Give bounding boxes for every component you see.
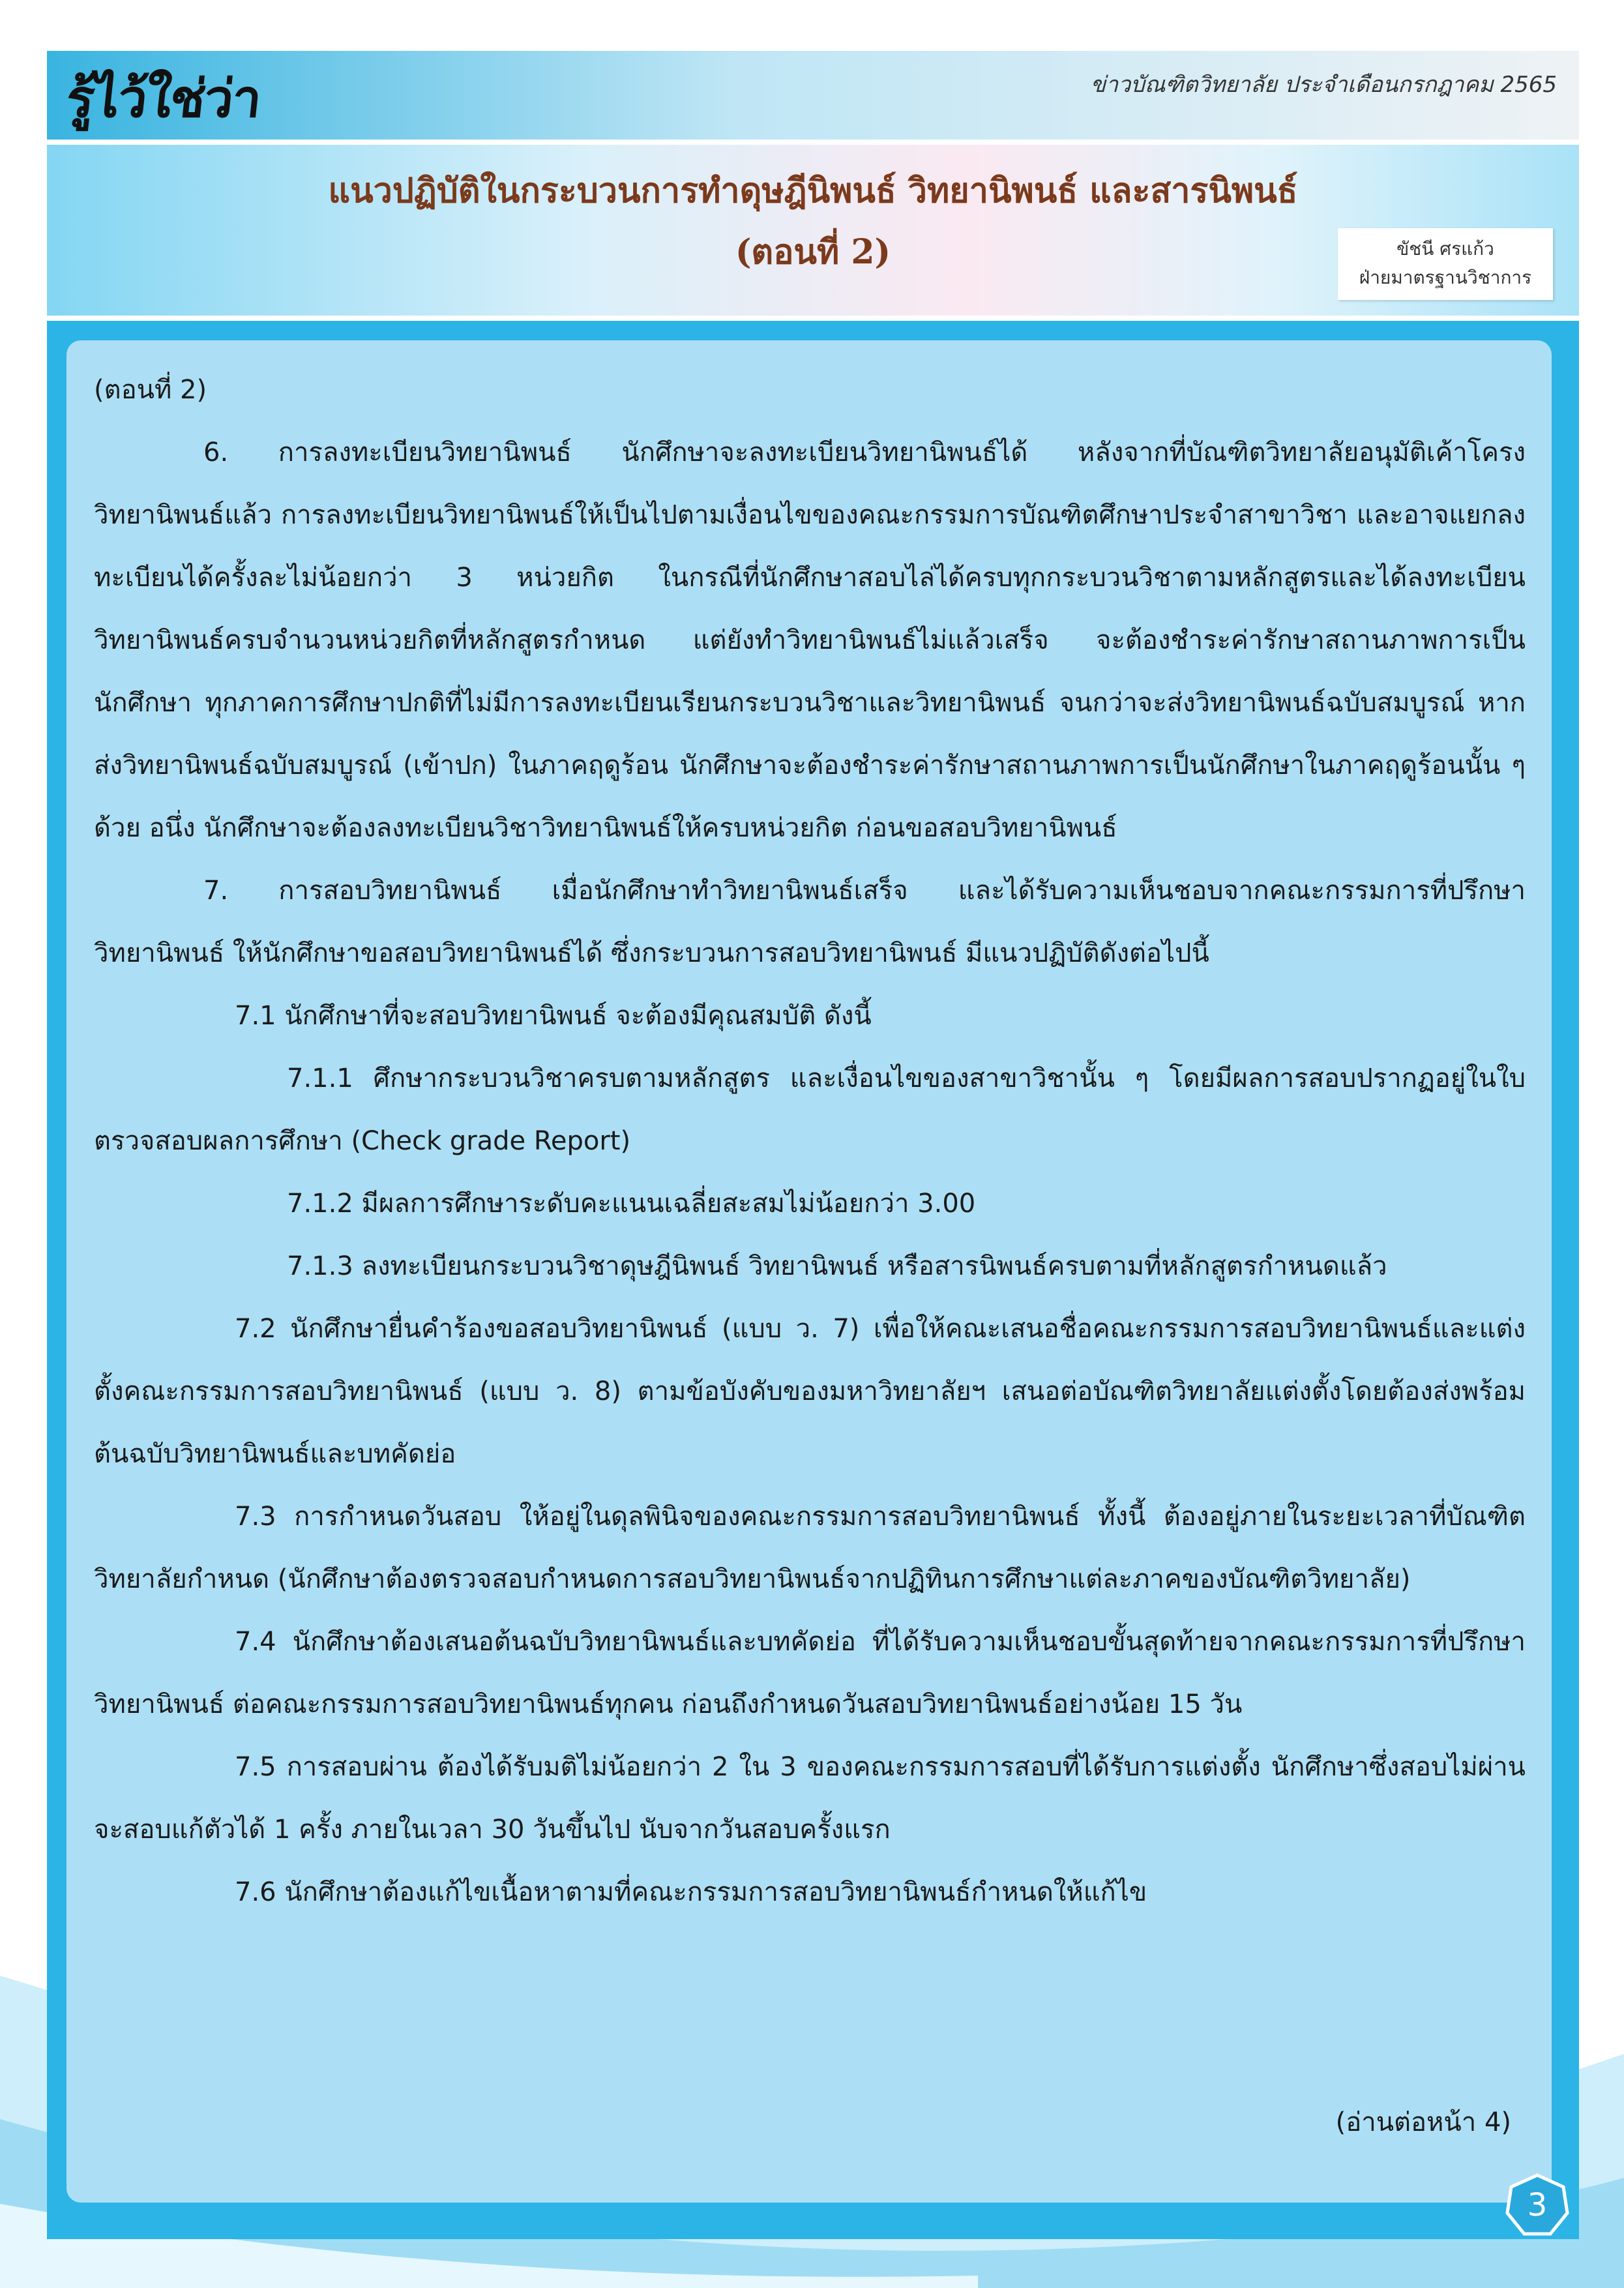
article-subtitle: (ตอนที่ 2) xyxy=(735,232,891,272)
author-department: ฝ่ายมาตรฐานวิชาการ xyxy=(1359,267,1532,288)
continue-note: (อ่านต่อหน้า 4) xyxy=(1335,2107,1511,2137)
part-label: (ตอนที่ 2) xyxy=(94,375,207,405)
page-number: 3 xyxy=(1527,2187,1548,2223)
newsletter-issue: ข่าวบัณฑิตวิทยาลัย ประจำเดือนกรกฎาคม 2565 xyxy=(1090,72,1557,98)
article-title: แนวปฏิบัติในกระบวนการทำดุษฎีนิพนธ์ วิทยานิพนธ์ และสารนิพนธ์ xyxy=(328,171,1298,211)
author-box xyxy=(1338,228,1553,300)
header-bar xyxy=(47,51,1579,140)
paragraph-7-1-1: 7.1.1 ศึกษากระบวนวิชาครบตามหลักสูตร และเงื่อนไขของสาขาวิชานั้น ๆ โดยมีผลการสอบปรากฏอยู่ในใบตรวจสอบผลการศึกษา (Check grade Report) xyxy=(94,1063,1526,1156)
content-frame xyxy=(47,321,1579,2239)
paragraph-7: 7. การสอบวิทยานิพนธ์ เมื่อนักศึกษาทำวิทยานิพนธ์เสร็จ และได้รับความเห็นชอบจากคณะกรรมการที่ปรึกษาวิทยานิพนธ์ ให้นักศึกษาขอสอบวิทยานิพนธ์ได้ ซึ่งกระบวนการสอบวิทยานิพนธ์ มีแนวปฏิบัติดังต่อไปนี้ xyxy=(94,876,1526,968)
article-body xyxy=(94,359,1526,1924)
paragraph-7-1: 7.1 นักศึกษาที่จะสอบวิทยานิพนธ์ จะต้องมีคุณสมบัติ ดังนี้ xyxy=(235,1001,872,1031)
paragraph-7-1-3: 7.1.3 ลงทะเบียนกระบวนวิชาดุษฎีนิพนธ์ วิทยานิพนธ์ หรือสารนิพนธ์ครบตามที่หลักสูตรกำหนดแล้ว xyxy=(287,1251,1387,1281)
paragraph-7-4: 7.4 นักศึกษาต้องเสนอต้นฉบับวิทยานิพนธ์และบทคัดย่อ ที่ได้รับความเห็นชอบขั้นสุดท้ายจากคณะกรรมการที่ปรึกษาวิทยานิพนธ์ ต่อคณะกรรมการสอบวิทยานิพนธ์ทุกคน ก่อนถึงกำหนดวันสอบวิทยานิพนธ์อย่างน้อย 15 วัน xyxy=(94,1627,1526,1719)
content-panel xyxy=(66,340,1552,2203)
paragraph-7-1-2: 7.1.2 มีผลการศึกษาระดับคะแนนเฉลี่ยสะสมไม่น้อยกว่า 3.00 xyxy=(287,1189,976,1219)
paragraph-7-2: 7.2 นักศึกษายื่นคำร้องขอสอบวิทยานิพนธ์ (แบบ ว. 7) เพื่อให้คณะเสนอชื่อคณะกรรมการสอบวิทยานิพนธ์และแต่งตั้งคณะกรรมการสอบวิทยานิพนธ์ (แบบ ว. 8) ตามข้อบังคับของมหาวิทยาลัยฯ เสนอต่อบัณฑิตวิทยาลัยแต่งตั้งโดยต้องส่งพร้อมต้นฉบับวิทยานิพนธ์และบทคัดย่อ xyxy=(94,1314,1526,1469)
logo-text: รู้ไว้ใช่ว่า xyxy=(63,68,264,129)
paragraph-7-6: 7.6 นักศึกษาต้องแก้ไขเนื้อหาตามที่คณะกรรมการสอบวิทยานิพนธ์กำหนดให้แก้ไข xyxy=(235,1877,1147,1907)
paragraph-7-3: 7.3 การกำหนดวันสอบ ให้อยู่ในดุลพินิจของคณะกรรมการสอบวิทยานิพนธ์ ทั้งนี้ ต้องอยู่ภายในระยะเวลาที่บัณฑิตวิทยาลัยกำหนด (นักศึกษาต้องตรวจสอบกำหนดการสอบวิทยานิพนธ์จากปฏิทินการศึกษาแต่ละภาคของบัณฑิตวิทยาลัย) xyxy=(94,1502,1526,1594)
paragraph-6: 6. การลงทะเบียนวิทยานิพนธ์ นักศึกษาจะลงทะเบียนวิทยานิพนธ์ได้ หลังจากที่บัณฑิตวิทยาลัยอนุมัติเค้าโครงวิทยานิพนธ์แล้ว การลงทะเบียนวิทยานิพนธ์ให้เป็นไปตามเงื่อนไขของคณะกรรมการบัณฑิตศึกษาประจำสาขาวิชา และอาจแยกลงทะเบียนได้ครั้งละไม่น้อยกว่า 3 หน่วยกิต ในกรณีที่นักศึกษาสอบไล่ได้ครบทุกกระบวนวิชาตามหลักสูตรและได้ลงทะเบียนวิทยานิพนธ์ครบจำนวนหน่วยกิตที่หลักสูตรกำหนด แต่ยังทำวิทยานิพนธ์ไม่แล้วเสร็จ จะต้องชำระค่ารักษาสถานภาพการเป็นนักศึกษา ทุกภาคการศึกษาปกติที่ไม่มีการลงทะเบียนเรียนกระบวนวิชาและวิทยานิพนธ์ จนกว่าจะส่งวิทยานิพนธ์ฉบับสมบูรณ์ หากส่งวิทยานิพนธ์ฉบับสมบูรณ์ (เข้าปก) ในภาคฤดูร้อน นักศึกษาจะต้องชำระค่ารักษาสถานภาพการเป็นนักศึกษาในภาคฤดูร้อนนั้น ๆ ด้วย อนึ่ง นักศึกษาจะต้องลงทะเบียนวิชาวิทยานิพนธ์ให้ครบหน่วยกิต ก่อนขอสอบวิทยานิพนธ์ xyxy=(94,438,1526,843)
paragraph-7-5: 7.5 การสอบผ่าน ต้องได้รับมติไม่น้อยกว่า 2 ใน 3 ของคณะกรรมการสอบที่ได้รับการแต่งตั้ง นักศึกษาซึ่งสอบไม่ผ่านจะสอบแก้ตัวได้ 1 ครั้ง ภายในเวลา 30 วันขึ้นไป นับจากวันสอบครั้งแรก xyxy=(94,1752,1526,1845)
author-name: ขัชนี ศรแก้ว xyxy=(1396,238,1494,260)
title-band xyxy=(47,145,1579,316)
page-number-badge xyxy=(1505,2173,1570,2238)
